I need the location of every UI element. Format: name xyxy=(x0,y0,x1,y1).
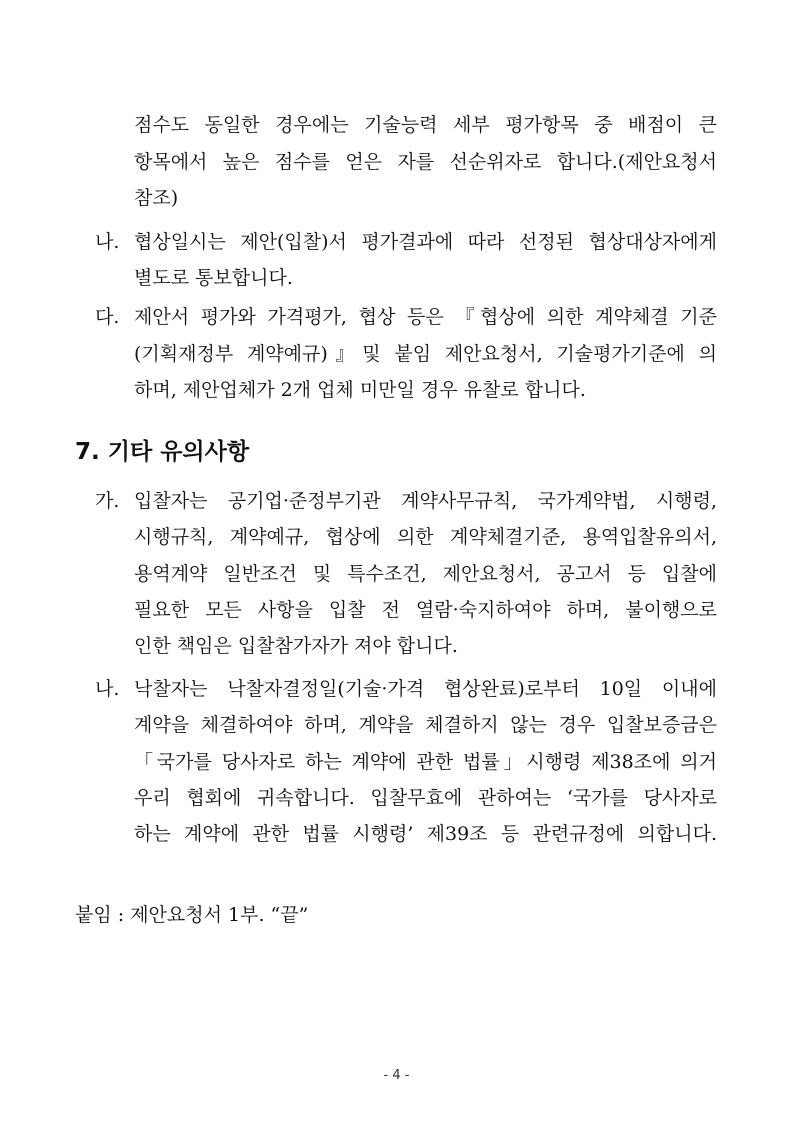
paragraph-line: 항목에서 높은 점수를 얻은 자를 선순위자로 합니다.(제안요청서 xyxy=(134,151,717,173)
paragraph-line: 입찰자는 공기업·준정부기관 계약사무규칙, 국가계약법, 시행령, xyxy=(134,490,717,512)
paragraph-line: 하는 계약에 관한 법률 시행령’ 제39조 등 관련규정에 의합니다. xyxy=(134,823,717,845)
paragraph-line: 시행규칙, 계약예규, 협상에 의한 계약체결기준, 용역입찰유의서, xyxy=(134,526,717,548)
paragraph-line: 별도로 통보합니다. xyxy=(134,267,293,289)
list-marker: 나. xyxy=(95,678,120,700)
paragraph-line: 「국가를 당사자로 하는 계약에 관한 법률」시행령 제38조에 의거 xyxy=(134,751,717,773)
section-heading: 7. 기타 유의사항 xyxy=(75,439,250,465)
paragraph-line: 점수도 동일한 경우에는 기술능력 세부 평가항목 중 배점이 큰 xyxy=(134,114,717,136)
list-marker: 가. xyxy=(95,490,120,512)
paragraph-line: 용역계약 일반조건 및 특수조건, 제안요청서, 공고서 등 입찰에 xyxy=(134,563,717,585)
paragraph-line: 협상일시는 제안(입찰)서 평가결과에 따라 선정된 협상대상자에게 xyxy=(134,231,717,253)
attachment-note: 붙임 : 제안요청서 1부. “끝” xyxy=(75,904,309,926)
paragraph-line: 낙찰자는 낙찰자결정일(기술·가격 협상완료)로부터 10일 이내에 xyxy=(134,678,717,700)
paragraph-line: 필요한 모든 사항을 입찰 전 열람·숙지하여야 하며, 불이행으로 xyxy=(134,599,717,621)
paragraph-line: 참조) xyxy=(134,187,179,209)
paragraph-line: 제안서 평가와 가격평가, 협상 등은 『협상에 의한 계약체결 기준 xyxy=(134,306,717,328)
paragraph-line: 하며, 제안업체가 2개 업체 미만일 경우 유찰로 합니다. xyxy=(134,379,586,401)
paragraph-line: 계약을 체결하여야 하며, 계약을 체결하지 않는 경우 입찰보증금은 xyxy=(134,714,717,736)
page-number: - 4 - xyxy=(383,1068,410,1083)
list-marker: 다. xyxy=(95,306,120,328)
paragraph-line: 인한 책임은 입찰참가자가 져야 합니다. xyxy=(134,635,458,657)
paragraph-line: 우리 협회에 귀속합니다. 입찰무효에 관하여는 ‘국가를 당사자로 xyxy=(134,787,717,809)
paragraph-line: (기획재정부 계약예규)』및 붙임 제안요청서, 기술평가기준에 의 xyxy=(134,343,717,365)
list-marker: 나. xyxy=(95,231,120,253)
